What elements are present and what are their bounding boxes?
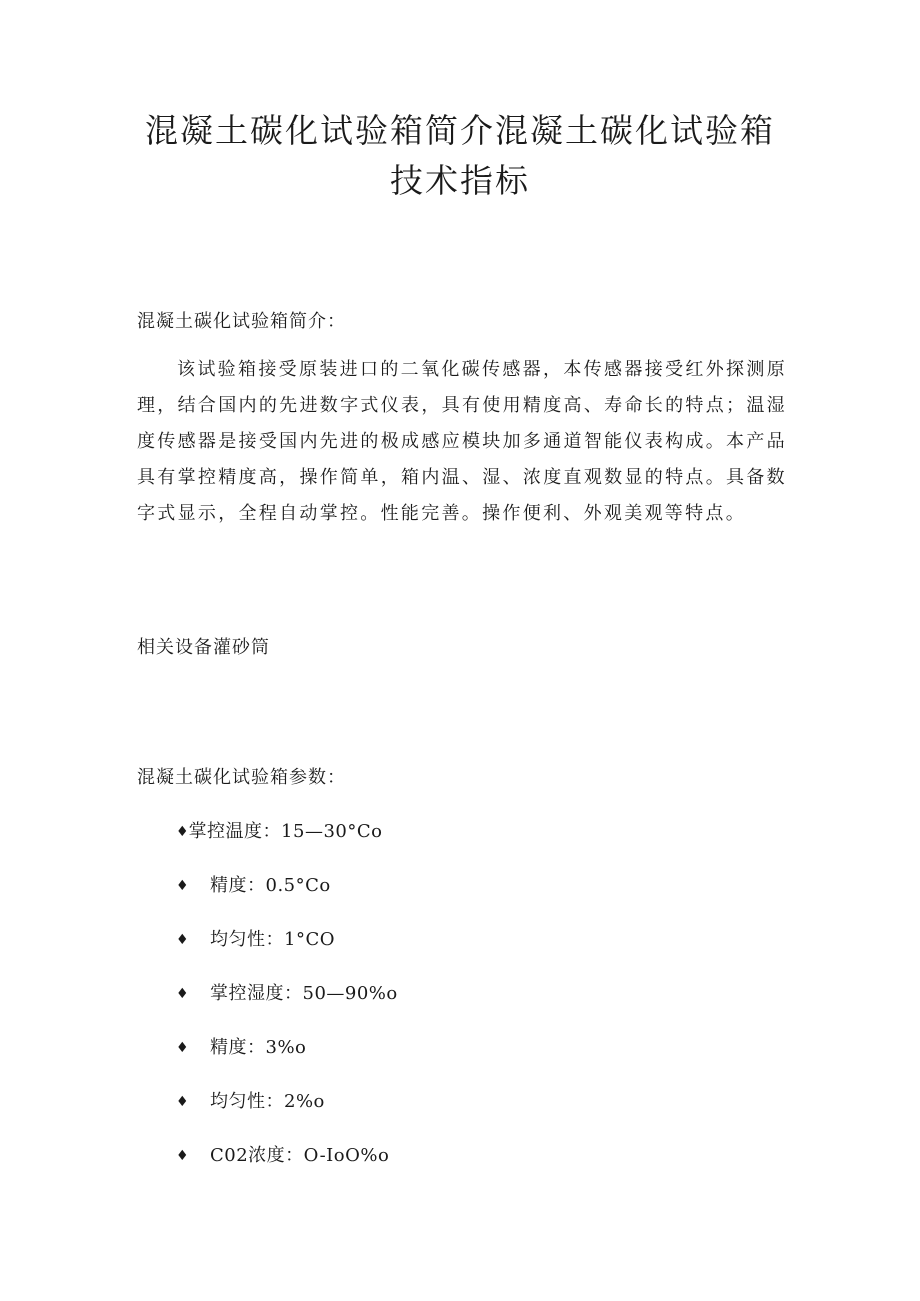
- intro-heading: 混凝土碳化试验箱简介：: [137, 311, 346, 332]
- param-item: [176, 872, 398, 926]
- related-equipment-text: 相关设备灌砂筒: [137, 637, 270, 658]
- diamond-bullet-icon: ♦: [176, 824, 189, 840]
- diamond-bullet-icon: ♦: [176, 1148, 189, 1164]
- param-item: [176, 1142, 398, 1196]
- param-item: [176, 818, 398, 872]
- param-text: C02浓度：O-IoO%o: [210, 1145, 390, 1166]
- diamond-bullet-icon: ♦: [176, 878, 189, 894]
- param-item: [176, 926, 398, 980]
- params-list: [176, 818, 398, 1196]
- param-text: 掌控湿度：50—90%o: [210, 983, 398, 1004]
- params-heading: 混凝土碳化试验箱参数：: [137, 767, 346, 788]
- param-item: [176, 1034, 398, 1088]
- param-text: 均匀性：2%o: [210, 1091, 325, 1112]
- param-text: 均匀性：1°CO: [210, 929, 335, 950]
- param-text: 掌控温度：15—30°Co: [188, 821, 383, 842]
- intro-paragraph: 该试验箱接受原装进口的二氧化碳传感器，本传感器接受红外探测原理，结合国内的先进数字式仪表，具有使用精度高、寿命长的特点；温湿度传感器是接受国内先进的极成感应模块加多通道智能仪表构成。本产品具有掌控精度高，操作简单，箱内温、湿、浓度直观数显的特点。具备数字式显示，全程自动掌控。性能完善。操作便利、外观美观等特点。: [137, 359, 787, 524]
- param-item: [176, 1088, 398, 1142]
- param-text: 精度：3%o: [210, 1037, 307, 1058]
- diamond-bullet-icon: ♦: [176, 1040, 189, 1056]
- param-text: 精度：0.5°Co: [210, 875, 331, 896]
- document-title: 混凝土碳化试验箱简介混凝土碳化试验箱技术指标: [145, 111, 775, 200]
- diamond-bullet-icon: ♦: [176, 932, 189, 948]
- diamond-bullet-icon: ♦: [176, 1094, 189, 1110]
- param-item: [176, 980, 398, 1034]
- diamond-bullet-icon: ♦: [176, 986, 189, 1002]
